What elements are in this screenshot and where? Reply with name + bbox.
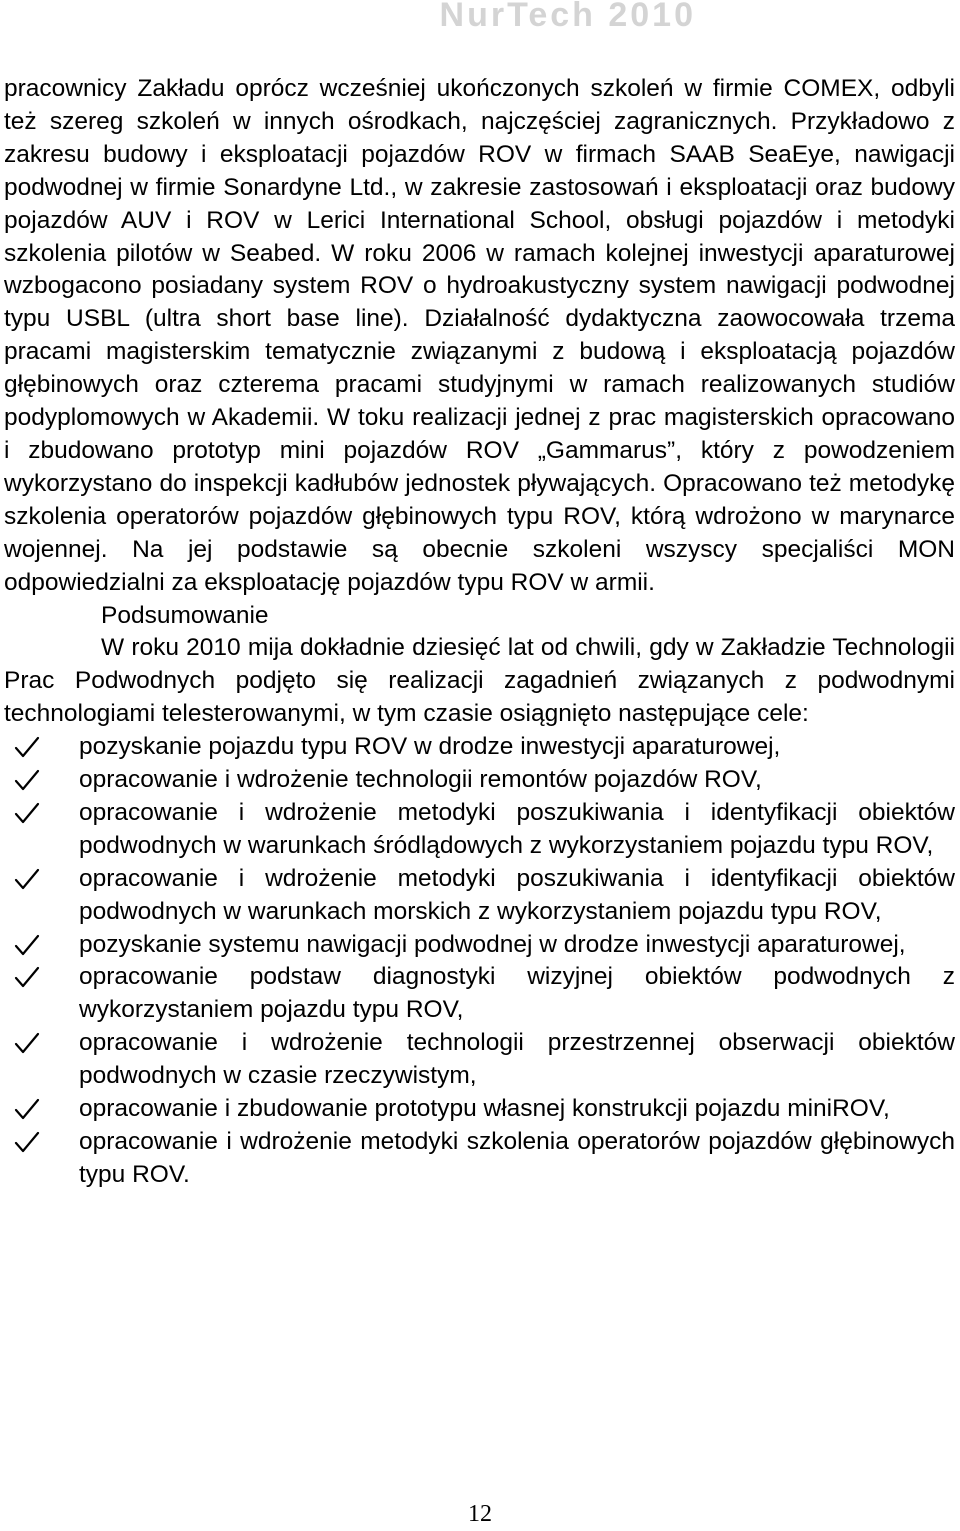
goal-text: opracowanie i wdrożenie metodyki szkolenia operatorów pojazdów głębinowych typu ROV. xyxy=(79,1128,955,1188)
goal-text: opracowanie i wdrożenie technologii przestrzennej obserwacji obiektów podwodnych w czasie rzeczywistym, xyxy=(79,1029,955,1090)
goal-text: pozyskanie pojazdu typu ROV w drodze inwestycji aparaturowej, xyxy=(79,733,781,761)
list-item xyxy=(4,961,955,1027)
body-paragraph-2: W roku 2010 mija dokładnie dziesięć lat od chwili, gdy w Zakładzie Technologii Prac Podwodnych podjęto się realizacji zagadnień związanych z podwodnymi technologiami telesterowanymi, w tym czasie osiągnięto następujące cele: xyxy=(4,634,955,728)
list-item xyxy=(4,863,955,929)
goal-text: pozyskanie systemu nawigacji podwodnej w drodze inwestycji aparaturowej, xyxy=(79,930,906,958)
page-number: 12 xyxy=(468,1501,492,1527)
checkmark-icon xyxy=(14,867,40,891)
list-item xyxy=(4,797,955,863)
goal-text: opracowanie i wdrożenie technologii remontów pojazdów ROV, xyxy=(79,766,762,794)
checkmark-icon xyxy=(14,933,40,957)
list-item xyxy=(4,1126,955,1192)
list-item xyxy=(4,731,955,764)
checkmark-icon xyxy=(14,965,40,989)
body-paragraph-1: pracownicy Zakładu oprócz wcześniej ukończonych szkoleń w firmie COMEX, odbyli też szereg szkoleń w innych ośrodkach, najczęściej zagranicznych. Przykładowo z zakresu budowy i eksploatacji pojazdów ROV w firmach SAAB SeaEye, nawigacji podwodnej w firmie Sonardyne Ltd., w zakresie zastosowań i eksploatacji oraz budowy pojazdów AUV i ROV w Lerici International School, obsługi pojazdów i metodyki szkolenia pilotów w Seabed. W roku 2006 w ramach kolejnej inwestycji aparaturowej wzbogacono posiadany system ROV o hydroakustyczny system nawigacji podwodnej typu USBL (ultra short base line). Działalność dydaktyczna zaowocowała trzema pracami magisterskim tematycznie związanymi z budową i eksploatacją pojazdów głębinowych oraz czterema pracami studyjnymi w ramach realizowanych studiów podyplomowych w Akademii. W toku realizacji jednej z prac magisterskich opracowano i zbudowano prototyp mini pojazdów ROV „Gammarus”, który z powodzeniem wykorzystano do inspekcji kadłubów jednostek pływających. Opracowano też metodykę szkolenia operatorów pojazdów głębinowych typu ROV, którą wdrożono w marynarce wojennej. Na jej podstawie są obecnie szkoleni wszyscy specjaliści MON odpowiedzialni za eksploatację pojazdów typu ROV w armii. xyxy=(4,75,955,596)
list-item xyxy=(4,764,955,797)
list-item xyxy=(4,1093,955,1126)
checkmark-icon xyxy=(14,1130,40,1154)
checkmark-icon xyxy=(14,768,40,792)
goal-text: opracowanie i wdrożenie metodyki poszukiwania i identyfikacji obiektów podwodnych w warunkach śródlądowych z wykorzystaniem pojazdu typu ROV, xyxy=(79,798,955,859)
section-heading: Podsumowanie xyxy=(101,601,269,629)
goal-text: opracowanie i wdrożenie metodyki poszukiwania i identyfikacji obiektów podwodnych w warunkach morskich z wykorzystaniem pojazdu typu ROV, xyxy=(79,864,955,925)
goal-text: opracowanie i zbudowanie prototypu własnej konstrukcji pojazdu miniROV, xyxy=(79,1095,890,1123)
running-header-title: NurTech 2010 xyxy=(439,0,696,34)
goals-list xyxy=(4,731,955,1192)
checkmark-icon xyxy=(14,1097,40,1121)
goal-text: opracowanie podstaw diagnostyki wizyjnej obiektów podwodnych z wykorzystaniem pojazdu typu ROV, xyxy=(79,963,955,1024)
checkmark-icon xyxy=(14,1031,40,1055)
checkmark-icon xyxy=(14,735,40,759)
list-item xyxy=(4,929,955,962)
page-content xyxy=(4,73,955,1192)
list-item xyxy=(4,1027,955,1093)
checkmark-icon xyxy=(14,801,40,825)
